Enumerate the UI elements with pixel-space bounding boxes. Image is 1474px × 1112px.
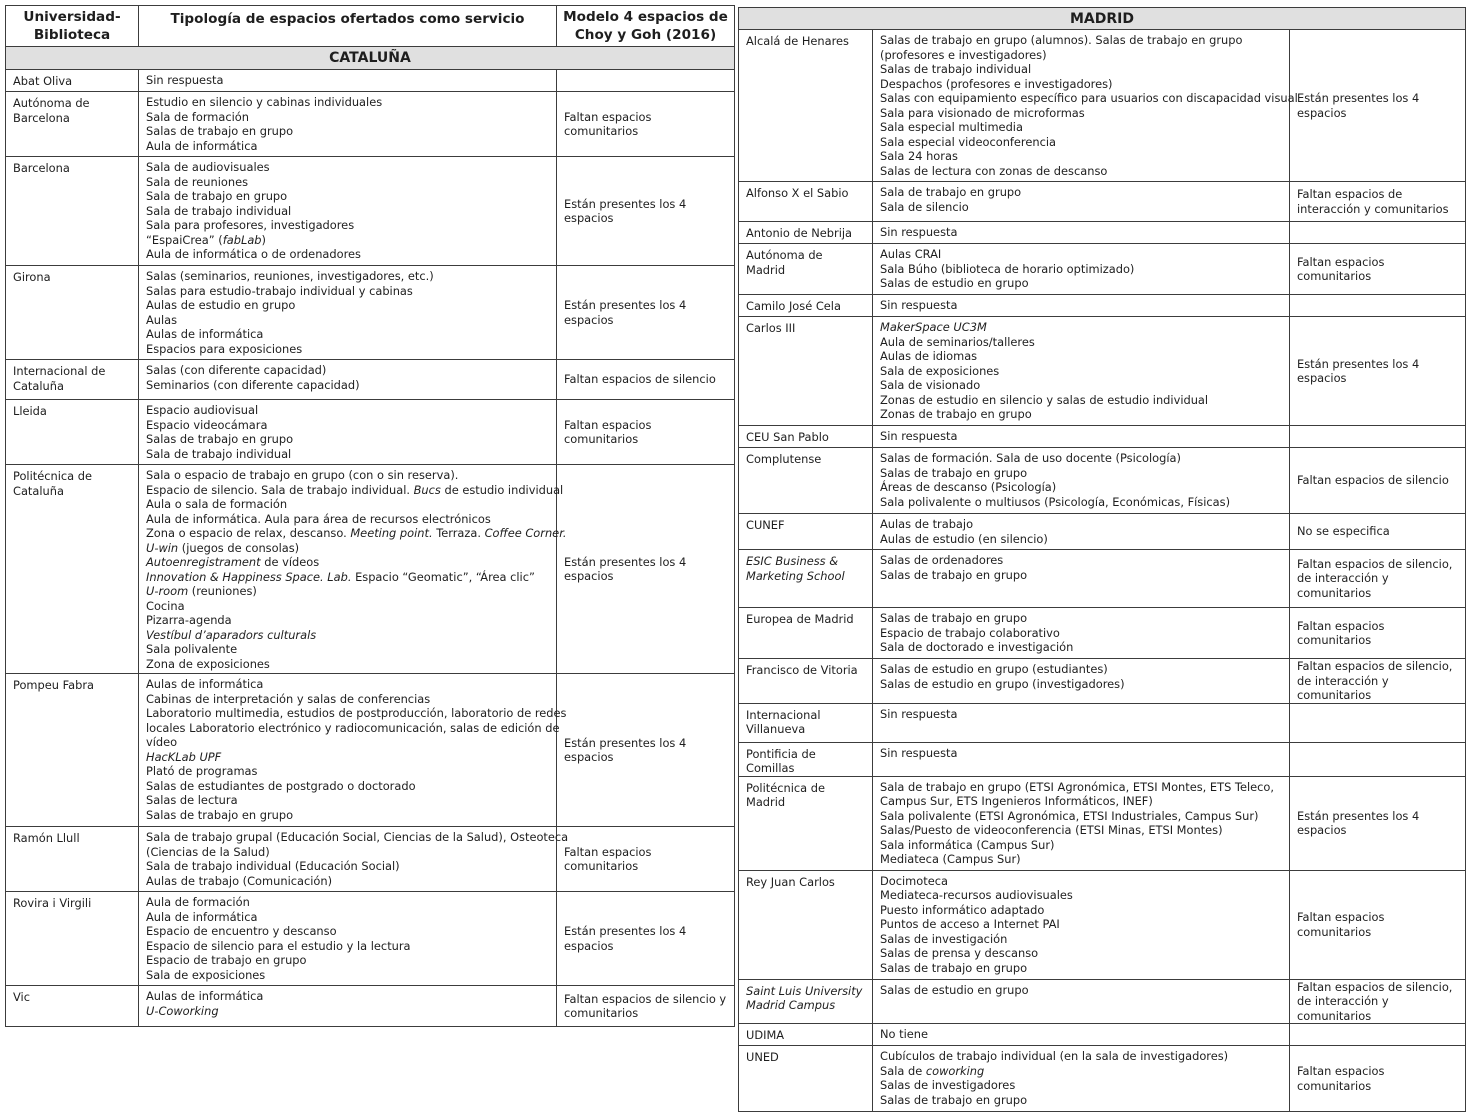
- university-name-line: Francisco de Vitoria: [746, 663, 858, 677]
- university-name: [739, 742, 873, 776]
- space-item: U-Coworking: [146, 1003, 219, 1018]
- model-assessment: Faltan espacios comunitarios: [1290, 1046, 1466, 1112]
- table-row: [6, 70, 735, 92]
- space-list: [139, 400, 557, 465]
- university-name-line: Madrid: [746, 795, 786, 809]
- space-item: Sala 24 horas: [880, 149, 958, 163]
- university-name-line: Antonio de Nebrija: [746, 226, 853, 240]
- university-name-line: Pompeu Fabra: [13, 678, 94, 692]
- space-list: [873, 295, 1290, 317]
- space-item: Sala de exposiciones: [880, 363, 1000, 378]
- space-item: Sala especial multimedia: [880, 120, 1023, 134]
- university-name: [6, 827, 139, 892]
- university-name: [739, 703, 873, 742]
- table-row: [739, 317, 1466, 426]
- model-assessment: [1290, 295, 1466, 317]
- region-title: CATALUÑA: [6, 47, 735, 70]
- model-assessment: Están presentes los 4 espacios: [557, 266, 735, 360]
- space-list: [873, 30, 1298, 182]
- model-assessment: Faltan espacios de silencio: [557, 360, 735, 400]
- model-assessment: Están presentes los 4 espacios: [557, 674, 735, 827]
- space-item: Sala de visionado: [880, 378, 981, 392]
- model-assessment: Están presentes los 4 espacios: [1290, 317, 1466, 426]
- space-item: Salas con equipamiento específico para usuarios con discapacidad visual: [880, 91, 1298, 105]
- space-item: Aula de informática: [146, 138, 258, 153]
- space-item: Espacios para exposiciones: [146, 341, 303, 356]
- space-list: [873, 426, 1290, 448]
- space-item: Mediateca-recursos audiovisuales: [880, 888, 1073, 902]
- university-name-line: Abat Oliva: [13, 74, 73, 88]
- space-item: Salas de estudiantes de postgrado o doctorado: [146, 778, 416, 793]
- header-model-line: Modelo 4 espacios de: [563, 9, 728, 25]
- space-item: Aulas de informática: [146, 327, 264, 341]
- model-assessment: Faltan espacios de silencio y comunitarios: [557, 986, 735, 1027]
- space-list: [139, 892, 557, 986]
- table-row: [6, 157, 735, 266]
- university-name-line: Barcelona: [13, 110, 70, 125]
- university-name-line: Autónoma de Madrid: [746, 248, 823, 277]
- university-name-line: CUNEF: [746, 518, 785, 532]
- space-item: Sala especial videoconferencia: [880, 134, 1056, 149]
- space-item: Laboratorio multimedia, estudios de postproducción, laboratorio de redes: [146, 706, 567, 720]
- space-item: Aulas: [146, 312, 178, 327]
- university-name: [6, 674, 139, 827]
- university-name: [6, 465, 139, 674]
- space-list: [139, 92, 557, 157]
- university-name-line: Rey Juan Carlos: [746, 874, 835, 889]
- space-list: [873, 1046, 1290, 1112]
- space-item: Plató de programas: [146, 764, 258, 778]
- space-item: Aulas de idiomas: [880, 349, 978, 363]
- region-row: [6, 47, 735, 70]
- university-name: [6, 400, 139, 465]
- space-item: Espacio de trabajo colaborativo: [880, 625, 1060, 640]
- model-assessment: Están presentes los 4 espacios: [557, 157, 735, 266]
- university-name-line: Internacional de: [13, 364, 106, 378]
- space-list: [873, 776, 1290, 870]
- model-assessment: Están presentes los 4 espacios: [1290, 776, 1466, 870]
- table-row: [6, 827, 735, 892]
- space-item: Cocina: [146, 598, 185, 613]
- university-name: [739, 222, 873, 244]
- space-item: (Ciencias de la Salud): [146, 844, 270, 859]
- header-model-line: Choy y Goh (2016): [574, 27, 717, 43]
- table-row: [739, 742, 1466, 776]
- space-item: Salas de investigadores: [880, 1078, 1016, 1092]
- university-name: [6, 92, 139, 157]
- university-name-line: Autónoma de: [13, 96, 90, 110]
- university-name: [739, 182, 873, 222]
- space-list: [139, 70, 557, 92]
- space-item: Salas (con diferente capacidad): [146, 363, 327, 377]
- space-item: Sala de audiovisuales: [146, 160, 270, 174]
- header-university-line: Universidad-: [23, 9, 121, 25]
- space-item: Espacio de silencio para el estudio y la lectura: [146, 938, 411, 953]
- university-name-line: UNED: [746, 1050, 779, 1064]
- region-title: MADRID: [739, 8, 1466, 30]
- space-list: [873, 222, 1290, 244]
- space-item: vídeo: [146, 735, 178, 749]
- space-list: [139, 674, 567, 827]
- university-name: [739, 659, 873, 704]
- university-name-line: Politécnica de: [746, 780, 825, 795]
- space-list: [873, 870, 1290, 979]
- space-item: Salas de formación. Sala de uso docente (Psicología): [880, 451, 1181, 465]
- table-row: [739, 1046, 1466, 1112]
- university-name: [739, 776, 873, 870]
- university-name-line: Cataluña: [13, 378, 64, 393]
- university-name-line: Camilo José Cela: [746, 299, 841, 313]
- space-item: Vestíbul d’aparadors culturals: [146, 627, 317, 642]
- university-name-line: Alfonso X el Sabio: [746, 186, 849, 200]
- space-list: [873, 608, 1290, 659]
- model-assessment: Faltan espacios de silencio, de interacción y comunitarios: [1290, 550, 1466, 608]
- space-item: Salas de trabajo en grupo: [880, 960, 1028, 975]
- space-item: Sala para profesores, investigadores: [146, 218, 355, 232]
- space-item: Sala polivalente o multiusos (Psicología, Económicas, Físicas): [880, 494, 1231, 509]
- space-item: Aula o sala de formación: [146, 497, 288, 511]
- space-list: [139, 827, 569, 892]
- table-row: [739, 608, 1466, 659]
- space-item: Salas de trabajo en grupo: [880, 465, 1028, 480]
- space-item: Salas de trabajo en grupo: [146, 432, 294, 446]
- space-item: Cubículos de trabajo individual (en la sala de investigadores): [880, 1049, 1229, 1063]
- space-item: Estudio en silencio y cabinas individuales: [146, 95, 383, 109]
- university-name-line: ESIC Business &: [746, 554, 839, 568]
- space-item: Docimoteca: [880, 873, 948, 888]
- university-name-line: Internacional: [746, 707, 821, 722]
- space-item: Autoenregistrament de vídeos: [146, 555, 320, 569]
- model-assessment: [1290, 1024, 1466, 1046]
- space-list: [873, 742, 1290, 776]
- university-name: [739, 244, 873, 295]
- madrid-table: [738, 7, 1466, 1112]
- space-item: Aulas de informática: [146, 989, 264, 1003]
- space-item: Sala de trabajo en grupo: [146, 189, 288, 203]
- space-item: Sala de coworking: [880, 1063, 985, 1078]
- table-row: [6, 986, 735, 1027]
- model-assessment: Faltan espacios comunitarios: [1290, 244, 1466, 295]
- space-item: Sala de formación: [146, 109, 249, 124]
- model-assessment: [1290, 222, 1466, 244]
- space-item: Sala de reuniones: [146, 174, 249, 189]
- space-item: Aulas CRAI: [880, 247, 942, 261]
- space-item: Seminarios (con diferente capacidad): [146, 377, 360, 392]
- university-name-line: Rovira i Virgili: [13, 896, 92, 910]
- space-item: No tiene: [880, 1027, 928, 1041]
- model-assessment: [1290, 742, 1466, 776]
- university-name: [6, 360, 139, 400]
- table-row: [739, 426, 1466, 448]
- table-row: [6, 400, 735, 465]
- space-item: MakerSpace UC3M: [880, 320, 987, 334]
- table-row: [739, 1024, 1466, 1046]
- space-item: Espacio de encuentro y descanso: [146, 924, 337, 938]
- space-item: Sin respuesta: [880, 745, 958, 760]
- space-list: [873, 1024, 1290, 1046]
- university-name-line: Complutense: [746, 452, 822, 466]
- header-university-line: Biblioteca: [33, 27, 111, 43]
- space-list: [139, 266, 557, 360]
- table-row: [6, 465, 735, 674]
- space-item: (profesores e investigadores): [880, 47, 1047, 62]
- space-item: Salas de trabajo individual: [880, 62, 1032, 76]
- space-item: Salas para estudio-trabajo individual y cabinas: [146, 283, 413, 298]
- space-item: Salas de lectura: [146, 793, 238, 807]
- space-item: Sin respuesta: [880, 298, 958, 312]
- table-row: [6, 360, 735, 400]
- space-item: locales Laboratorio electrónico y radiocomunicación, salas de edición de: [146, 720, 560, 735]
- university-name: [6, 266, 139, 360]
- space-item: Aulas de informática: [146, 677, 264, 691]
- space-item: Salas de trabajo en grupo: [880, 611, 1028, 625]
- university-name: [739, 1046, 873, 1112]
- space-list: [873, 550, 1290, 608]
- space-list: [873, 703, 1290, 742]
- space-item: Puesto informático adaptado: [880, 902, 1045, 917]
- model-assessment: Están presentes los 4 espacios: [557, 465, 735, 674]
- space-item: Espacio audiovisual: [146, 403, 259, 417]
- space-item: Zonas de estudio en silencio y salas de estudio individual: [880, 392, 1209, 407]
- university-name-line: Marketing School: [746, 568, 845, 583]
- table-row: [739, 295, 1466, 317]
- space-item: Sala de trabajo individual: [146, 203, 292, 218]
- university-name-line: Europea de Madrid: [746, 612, 854, 626]
- table-row: [6, 892, 735, 986]
- model-assessment: Faltan espacios comunitarios: [557, 827, 735, 892]
- space-item: Sala de trabajo en grupo: [880, 185, 1022, 199]
- space-item: Salas de trabajo en grupo: [146, 124, 294, 138]
- space-item: Salas de lectura con zonas de descanso: [880, 163, 1108, 178]
- space-item: HacKLab UPF: [146, 749, 222, 764]
- space-item: Espacio de trabajo en grupo: [146, 953, 307, 967]
- space-item: Sala de trabajo individual (Educación Social): [146, 859, 400, 873]
- space-list: [873, 514, 1290, 550]
- university-name-line: Vic: [13, 990, 30, 1004]
- university-name: [739, 426, 873, 448]
- university-name-line: Carlos III: [746, 321, 796, 335]
- university-name: [739, 295, 873, 317]
- space-item: Aulas de trabajo (Comunicación): [146, 873, 333, 888]
- university-name: [739, 1024, 873, 1046]
- space-item: Salas/Puesto de videoconferencia (ETSI Minas, ETSI Montes): [880, 823, 1223, 837]
- model-assessment: Faltan espacios de silencio, de interacción y comunitarios: [1290, 659, 1466, 704]
- university-name-line: Saint Luis University: [746, 983, 863, 998]
- space-item: Salas de trabajo en grupo: [880, 567, 1028, 582]
- table-row: [6, 92, 735, 157]
- university-name-line: Madrid Campus: [746, 998, 836, 1012]
- space-item: Sala de trabajo grupal (Educación Social, Ciencias de la Salud), Osteoteca: [146, 830, 569, 844]
- university-name-line: UDIMA: [746, 1028, 785, 1042]
- university-name-line: Lleida: [13, 404, 47, 418]
- space-item: Sala polivalente (ETSI Agronómica, ETSI Industriales, Campus Sur): [880, 808, 1259, 823]
- table-row: [739, 979, 1466, 1024]
- space-list: [139, 986, 557, 1027]
- space-item: U-win (juegos de consolas): [146, 540, 300, 555]
- region-row: [739, 8, 1466, 30]
- space-item: U-room (reuniones): [146, 584, 257, 598]
- space-item: Salas de estudio en grupo: [880, 276, 1029, 290]
- space-item: Aulas de trabajo: [880, 517, 974, 531]
- university-name-line: Cataluña: [13, 483, 64, 498]
- space-item: Áreas de descanso (Psicología): [880, 480, 1057, 494]
- model-assessment: No se especifica: [1290, 514, 1466, 550]
- space-item: Sala de exposiciones: [146, 967, 266, 982]
- university-name-line: CEU San Pablo: [746, 430, 829, 444]
- space-item: Salas de trabajo en grupo (alumnos). Salas de trabajo en grupo: [880, 33, 1243, 47]
- space-item: Aula de informática. Aula para área de recursos electrónicos: [146, 511, 491, 526]
- model-assessment: Faltan espacios de silencio: [1290, 448, 1466, 514]
- space-list: [873, 244, 1290, 295]
- space-list: [873, 182, 1290, 222]
- space-item: Zona o espacio de relax, descanso. Meeting point. Terraza. Coffee Corner.: [146, 526, 567, 540]
- university-name: [6, 70, 139, 92]
- university-name: [739, 608, 873, 659]
- space-list: [139, 465, 567, 674]
- table-row: [739, 659, 1466, 704]
- space-item: Puntos de acceso a Internet PAI: [880, 917, 1060, 931]
- table-row: [6, 266, 735, 360]
- space-item: Salas de prensa y descanso: [880, 946, 1039, 960]
- model-assessment: [1290, 703, 1466, 742]
- header-model: [557, 6, 735, 47]
- space-item: Zonas de trabajo en grupo: [880, 407, 1032, 421]
- university-name: [739, 448, 873, 514]
- university-name: [739, 870, 873, 979]
- table-row: [739, 448, 1466, 514]
- header-university: [6, 6, 139, 47]
- model-assessment: Faltan espacios de interacción y comunitarios: [1290, 182, 1466, 222]
- university-name: [739, 550, 873, 608]
- space-list: [873, 448, 1290, 514]
- space-item: Zona de exposiciones: [146, 656, 270, 671]
- table-row: [739, 870, 1466, 979]
- table-row: [739, 244, 1466, 295]
- space-item: Innovation & Happiness Space. Lab. Espacio “Geomatic”, “Área clic”: [146, 569, 535, 584]
- space-item: Mediateca (Campus Sur): [880, 852, 1021, 866]
- space-item: Espacio de silencio. Sala de trabajo individual. Bucs de estudio individual: [146, 482, 564, 497]
- model-assessment: [1290, 426, 1466, 448]
- university-name: [739, 979, 873, 1024]
- space-item: Sala de trabajo en grupo (ETSI Agronómica, ETSI Montes, ETS Teleco,: [880, 779, 1274, 794]
- university-name-line: Ramón Llull: [13, 831, 80, 845]
- table-row: [739, 550, 1466, 608]
- space-item: Sin respuesta: [880, 225, 958, 239]
- table-row: [739, 222, 1466, 244]
- space-item: Sala Búho (biblioteca de horario optimizado): [880, 261, 1135, 276]
- space-item: Sin respuesta: [880, 706, 958, 721]
- space-item: Sala de doctorado e investigación: [880, 640, 1074, 654]
- university-name: [6, 892, 139, 986]
- space-item: Aulas de estudio en grupo: [146, 298, 296, 312]
- model-assessment: Faltan espacios de silencio, de interacción y comunitarios: [1290, 979, 1466, 1024]
- space-item: “EspaiCrea” (fabLab): [146, 232, 266, 247]
- space-list: [873, 317, 1290, 426]
- table-row: [739, 703, 1466, 742]
- university-name-line: Villanueva: [746, 722, 806, 736]
- space-item: Salas (seminarios, reuniones, investigadores, etc.): [146, 269, 434, 283]
- university-name-line: Pontificia de Comillas: [746, 746, 816, 775]
- space-item: Despachos (profesores e investigadores): [880, 76, 1113, 91]
- model-assessment: Faltan espacios comunitarios: [557, 400, 735, 465]
- space-list: [873, 659, 1290, 704]
- table-row: [739, 30, 1466, 182]
- space-item: Sala para visionado de microformas: [880, 105, 1085, 120]
- space-item: Sala polivalente: [146, 642, 238, 656]
- space-item: Sala de trabajo individual: [146, 446, 292, 461]
- university-name: [6, 986, 139, 1027]
- space-item: Cabinas de interpretación y salas de conferencias: [146, 691, 431, 706]
- space-item: Salas de trabajo en grupo: [880, 1092, 1028, 1107]
- model-assessment: Faltan espacios comunitarios: [557, 92, 735, 157]
- space-item: Aula de seminarios/talleres: [880, 334, 1035, 349]
- cataluna-table: [5, 5, 735, 1027]
- table-row: [739, 776, 1466, 870]
- space-item: Aula de informática: [146, 909, 258, 924]
- space-item: Salas de estudio en grupo (estudiantes): [880, 662, 1108, 676]
- university-name: [739, 514, 873, 550]
- university-name-line: Politécnica de: [13, 469, 92, 483]
- space-item: Sala informática (Campus Sur): [880, 837, 1055, 852]
- space-item: Sin respuesta: [880, 429, 958, 443]
- space-item: Pizarra-agenda: [146, 613, 232, 627]
- space-item: Salas de trabajo en grupo: [146, 807, 294, 822]
- space-item: Aula de formación: [146, 895, 250, 909]
- header-row: [6, 6, 735, 47]
- space-item: Salas de ordenadores: [880, 553, 1004, 567]
- space-item: Aula de informática o de ordenadores: [146, 247, 361, 261]
- header-typology: Tipología de espacios ofertados como servicio: [139, 6, 557, 47]
- space-list: [139, 157, 557, 266]
- table-row: [6, 674, 735, 827]
- university-name-line: Alcalá de Henares: [746, 34, 849, 48]
- space-item: Campus Sur, ETS Ingenieros Informáticos, INEF): [880, 794, 1153, 808]
- university-name-line: Barcelona: [13, 161, 70, 175]
- space-item: Sala o espacio de trabajo en grupo (con o sin reserva).: [146, 468, 459, 482]
- model-assessment: Están presentes los 4 espacios: [1290, 30, 1466, 182]
- space-list: [873, 979, 1290, 1024]
- space-list: [139, 360, 557, 400]
- model-assessment: Faltan espacios comunitarios: [1290, 870, 1466, 979]
- university-name: [6, 157, 139, 266]
- space-item: Espacio videocámara: [146, 417, 268, 432]
- model-assessment: Faltan espacios comunitarios: [1290, 608, 1466, 659]
- table-row: [739, 182, 1466, 222]
- space-item: Salas de estudio en grupo (investigadores): [880, 676, 1125, 691]
- university-name-line: Girona: [13, 270, 51, 284]
- table-row: [739, 514, 1466, 550]
- university-name: [739, 317, 873, 426]
- space-item: Salas de investigación: [880, 931, 1008, 946]
- space-item: Sala de silencio: [880, 199, 969, 214]
- space-item: Sin respuesta: [146, 73, 224, 87]
- space-item: Salas de estudio en grupo: [880, 982, 1029, 997]
- space-item: Aulas de estudio (en silencio): [880, 531, 1048, 546]
- model-assessment: [557, 70, 735, 92]
- university-name: [739, 30, 873, 182]
- model-assessment: Están presentes los 4 espacios: [557, 892, 735, 986]
